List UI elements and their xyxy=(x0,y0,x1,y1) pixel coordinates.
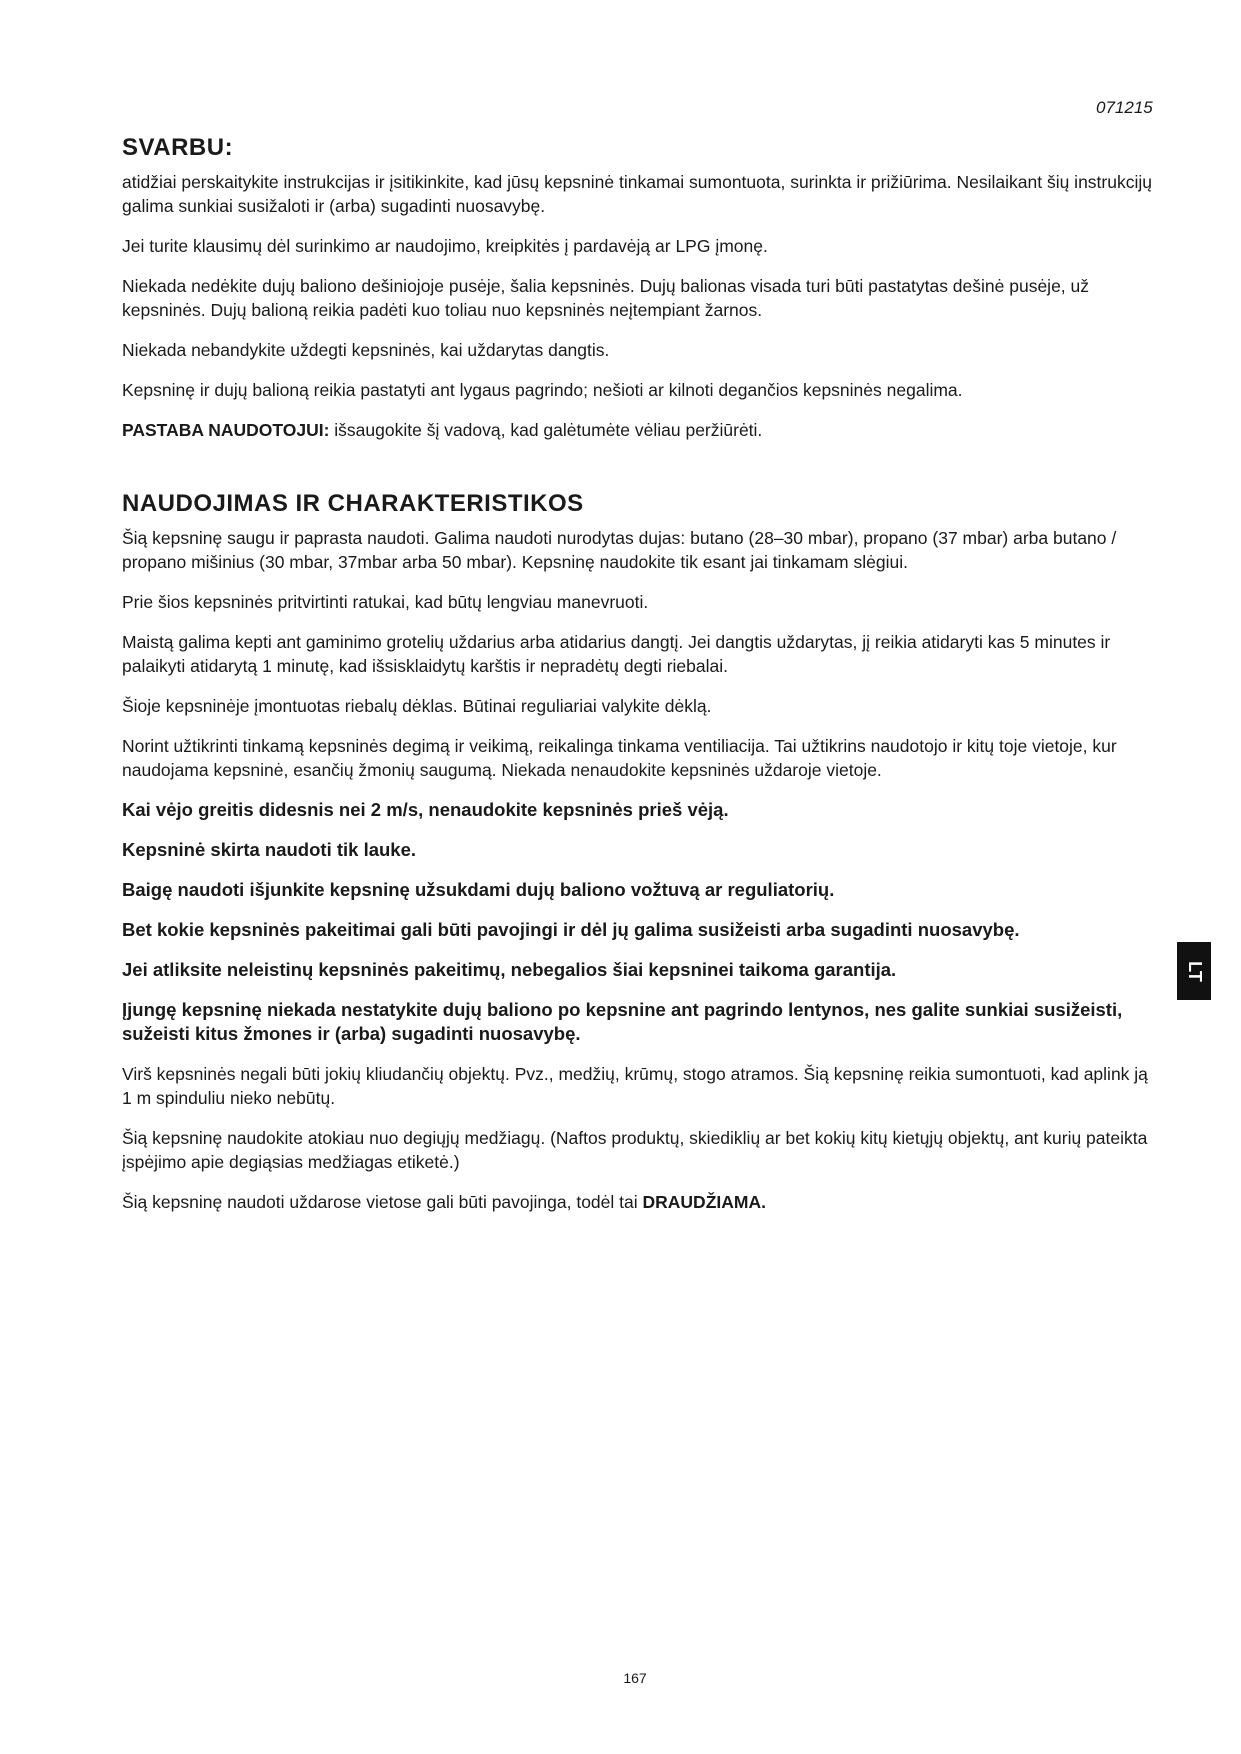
language-tab xyxy=(1177,942,1211,1000)
paragraph: Jei turite klausimų dėl surinkimo ar naudojimo, kreipkitės į pardavėją ar LPG įmonę. xyxy=(122,236,768,256)
section-heading-usage: NAUDOJIMAS IR CHARAKTERISTIKOS xyxy=(122,490,584,517)
warning-paragraph: Kepsninė skirta naudoti tik lauke. xyxy=(122,839,417,860)
paragraph: Šią kepsninę naudokite atokiau nuo degiųjų medžiagų. (Naftos produktų, skiediklių ar bet kokių kitų kietųjų objektų, ant kurių pateikta įspėjimo apie degiąsias medžiagas etiketė.) xyxy=(122,1128,1148,1172)
document-code: 071215 xyxy=(1096,98,1153,117)
user-note xyxy=(122,418,1158,442)
prohibited-label: DRAUDŽIAMA. xyxy=(642,1192,766,1212)
paragraph: Kepsninę ir dujų balioną reikia pastatyti ant lygaus pagrindo; nešioti ar kilnoti degančios kepsninės negalima. xyxy=(122,380,963,400)
paragraph: Virš kepsninės negali būti jokių kliudančių objektų. Pvz., medžių, krūmų, stogo atramos. Šią kepsninę reikia sumontuoti, kad aplink ją 1 m spinduliu nieko nebūtų. xyxy=(122,1064,1148,1108)
paragraph: Maistą galima kepti ant gaminimo grotelių uždarius arba atidarius dangtį. Jei dangtis uždarytas, jį reikia atidaryti kas 5 minutes ir palaikyti atidarytą 1 minutę, kad išsisklaidytų karštis ir nepradėtų degti riebalai. xyxy=(122,632,1111,676)
paragraph: Niekada nebandykite uždegti kepsninės, kai uždarytas dangtis. xyxy=(122,340,610,360)
paragraph: atidžiai perskaitykite instrukcijas ir įsitikinkite, kad jūsų kepsninė tinkamai sumontuota, surinkta ir prižiūrima. Nesilaikant šių instrukcijų galima sunkiai susižaloti ir (arba) sugadinti nuosavybę. xyxy=(122,172,1152,216)
user-note-text: išsaugokite šį vadovą, kad galėtumėte vėliau peržiūrėti. xyxy=(329,420,763,440)
warning-paragraph: Įjungę kepsninę niekada nestatykite dujų baliono po kepsnine ant pagrindo lentynos, nes galite sunkiai susižeisti, sužeisti kitus žmones ir (arba) sugadinti nuosavybę. xyxy=(122,999,1123,1044)
paragraph: Niekada nedėkite dujų baliono dešiniojoje pusėje, šalia kepsninės. Dujų balionas visada turi būti pastatytas dešinė pusėje, už kepsninės. Dujų balioną reikia padėti kuo toliau nuo kepsninės neįtempiant žarnos. xyxy=(122,276,1090,320)
page-number: 167 xyxy=(623,1670,647,1686)
paragraph: Šią kepsninę saugu ir paprasta naudoti. Galima naudoti nurodytas dujas: butano (28–30 mbar), propano (37 mbar) arba butano / propano mišinius (30 mbar, 37mbar arba 50 mbar). Kepsninę naudokite tik esant jai tinkamam slėgiui. xyxy=(122,528,1117,572)
prohibited-text: Šią kepsninę naudoti uždarose vietose gali būti pavojinga, todėl tai xyxy=(122,1192,643,1212)
warning-paragraph: Baigę naudoti išjunkite kepsninę užsukdami dujų baliono vožtuvą ar reguliatorių. xyxy=(122,879,835,900)
paragraph: Šioje kepsninėje įmontuotas riebalų dėklas. Būtinai reguliariai valykite dėklą. xyxy=(122,696,712,716)
language-tab-label: LT xyxy=(1184,960,1205,982)
section-important xyxy=(122,134,1158,458)
paragraph: Norint užtikrinti tinkamą kepsninės degimą ir veikimą, reikalinga tinkama ventiliacija. Tai užtikrins naudotojo ir kitų toje vietoje, kur naudojama kepsninė, esančių žmonių saugumą. Niekada nenaudokite kepsninės uždaroje vietoje. xyxy=(122,736,1117,780)
section-heading-important: SVARBU: xyxy=(122,134,234,161)
section-usage xyxy=(122,490,1158,1230)
warning-paragraph: Jei atliksite neleistinų kepsninės pakeitimų, nebegalios šiai kepsninei taikoma garantija. xyxy=(122,959,897,980)
warning-paragraph: Kai vėjo greitis didesnis nei 2 m/s, nenaudokite kepsninės prieš vėją. xyxy=(122,799,729,820)
paragraph: Prie šios kepsninės pritvirtinti ratukai, kad būtų lengviau manevruoti. xyxy=(122,592,649,612)
paragraph-prohibited xyxy=(122,1190,1158,1214)
warning-paragraph: Bet kokie kepsninės pakeitimai gali būti pavojingi ir dėl jų galima susižeisti arba sugadinti nuosavybę. xyxy=(122,919,1020,940)
user-note-label: PASTABA NAUDOTOJUI: xyxy=(122,420,330,440)
